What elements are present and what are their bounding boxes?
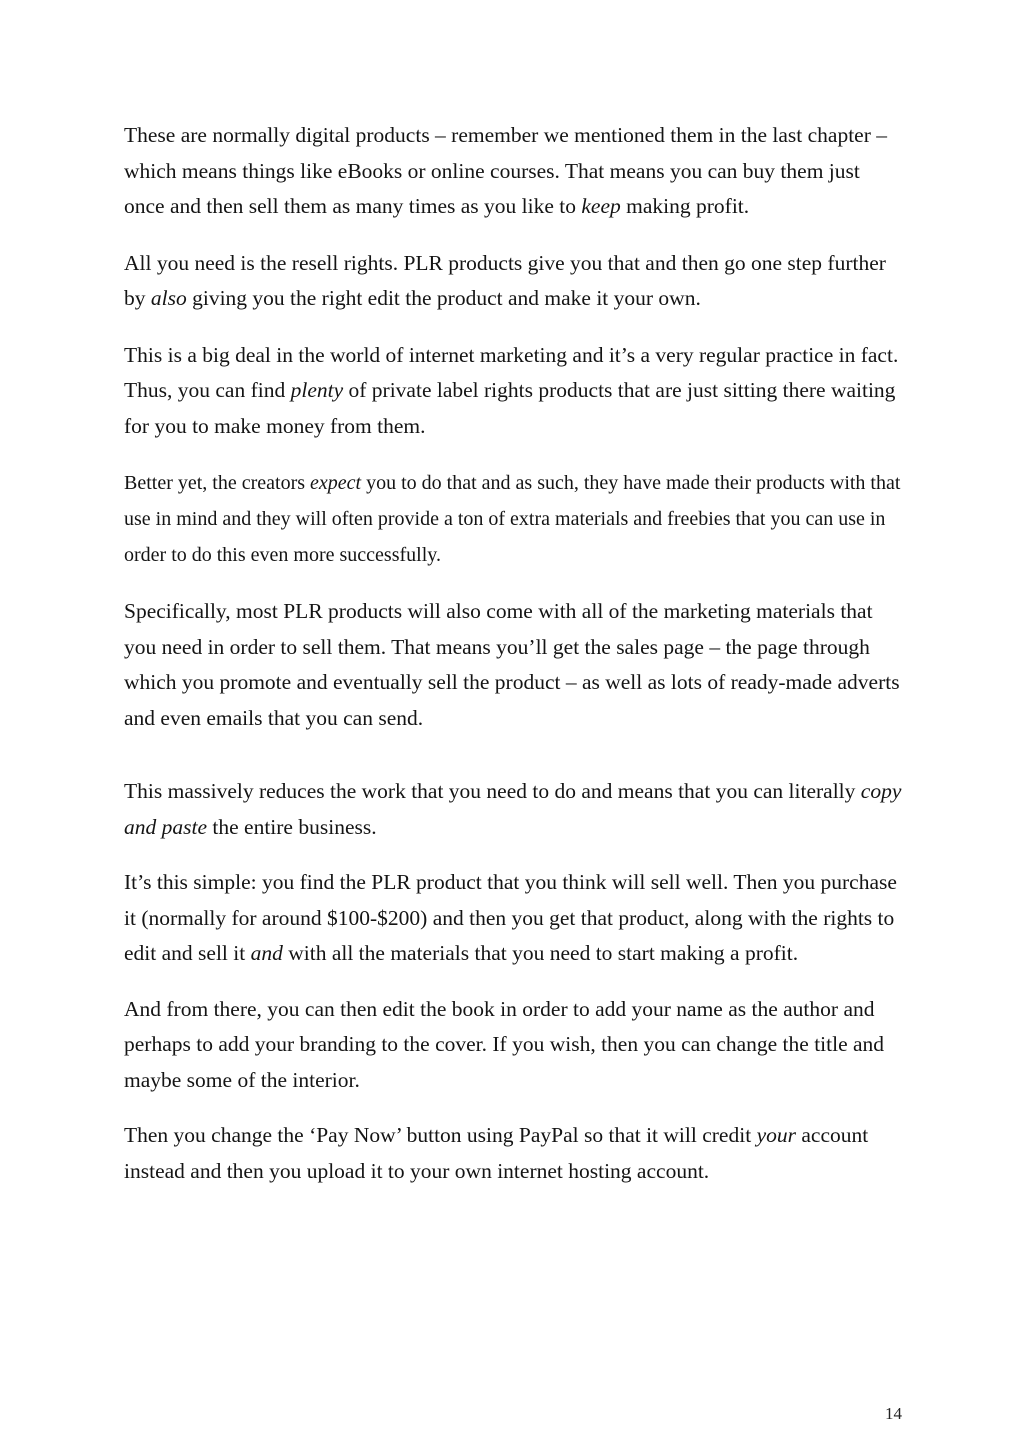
paragraph (124, 992, 904, 1099)
paragraph (124, 594, 904, 736)
paragraph-text: This massively reduces the work that you need to do and means that you can literally (124, 779, 861, 803)
paragraph-text: And from there, you can then edit the book in order to add your name as the author and perhaps to add your branding to the cover. If you wish, then you can change the title and maybe some of the interior. (124, 996, 885, 1092)
emphasis-text: copy and paste (124, 779, 902, 839)
page-number: 14 (885, 1404, 902, 1423)
paragraph-text: of private label rights products that are just sitting there waiting for you to make money from them. (124, 378, 896, 438)
paragraph (124, 338, 904, 445)
paragraph (124, 774, 904, 845)
paragraph-text: Specifically, most PLR products will also come with all of the marketing materials that you need in order to sell them. That means you’ll get the sales page – the page through which you promote and eventually sell the product – as well as lots of ready-made adverts and even emails that you can send. (124, 599, 900, 730)
emphasis-text: plenty (290, 378, 344, 402)
paragraph-text: account instead and then you upload it to your own internet hosting account. (124, 1123, 869, 1183)
document-body (124, 118, 904, 1189)
emphasis-text: expect (310, 472, 362, 494)
paragraph-text: with all the materials that you need to start making a profit. (282, 941, 799, 965)
paragraph-text: giving you the right edit the product and make it your own. (186, 286, 701, 310)
paragraph-text: It’s this simple: you find the PLR product that you think will sell well. Then you purchase it (normally for around $100-$200) and then you get that product, along with the rights to edit and sell it (124, 870, 897, 965)
emphasis-text: also (150, 286, 187, 310)
paragraph (124, 246, 904, 317)
emphasis-text: your (756, 1123, 796, 1147)
paragraph-text: the entire business. (207, 814, 377, 839)
paragraph-text: These are normally digital products – remember we mentioned them in the last chapter – which means things like eBooks or online courses. That means you can buy them just once and then sell them as many times as you like to (124, 123, 887, 218)
paragraph-text: Then you change the ‘Pay Now’ button using PayPal so that it will credit (124, 1123, 757, 1147)
paragraph-text: making profit. (620, 194, 750, 218)
emphasis-text: keep (581, 194, 621, 218)
paragraph (124, 465, 904, 573)
paragraph (124, 865, 904, 972)
paragraph-text: Better yet, the creators (124, 472, 311, 494)
paragraph (124, 1118, 904, 1189)
paragraph (124, 118, 904, 225)
paragraph-text: you to do that and as such, they have made their products with that use in mind and they will often provide a ton of extra materials and freebies that you can use in order to do this even more successfully. (124, 472, 901, 566)
paragraph-text: This is a big deal in the world of internet marketing and it’s a very regular practice in fact. Thus, you can find (124, 342, 899, 402)
emphasis-text: and (250, 941, 283, 965)
paragraph-text: All you need is the resell rights. PLR products give you that and then go one step further by (124, 250, 886, 310)
